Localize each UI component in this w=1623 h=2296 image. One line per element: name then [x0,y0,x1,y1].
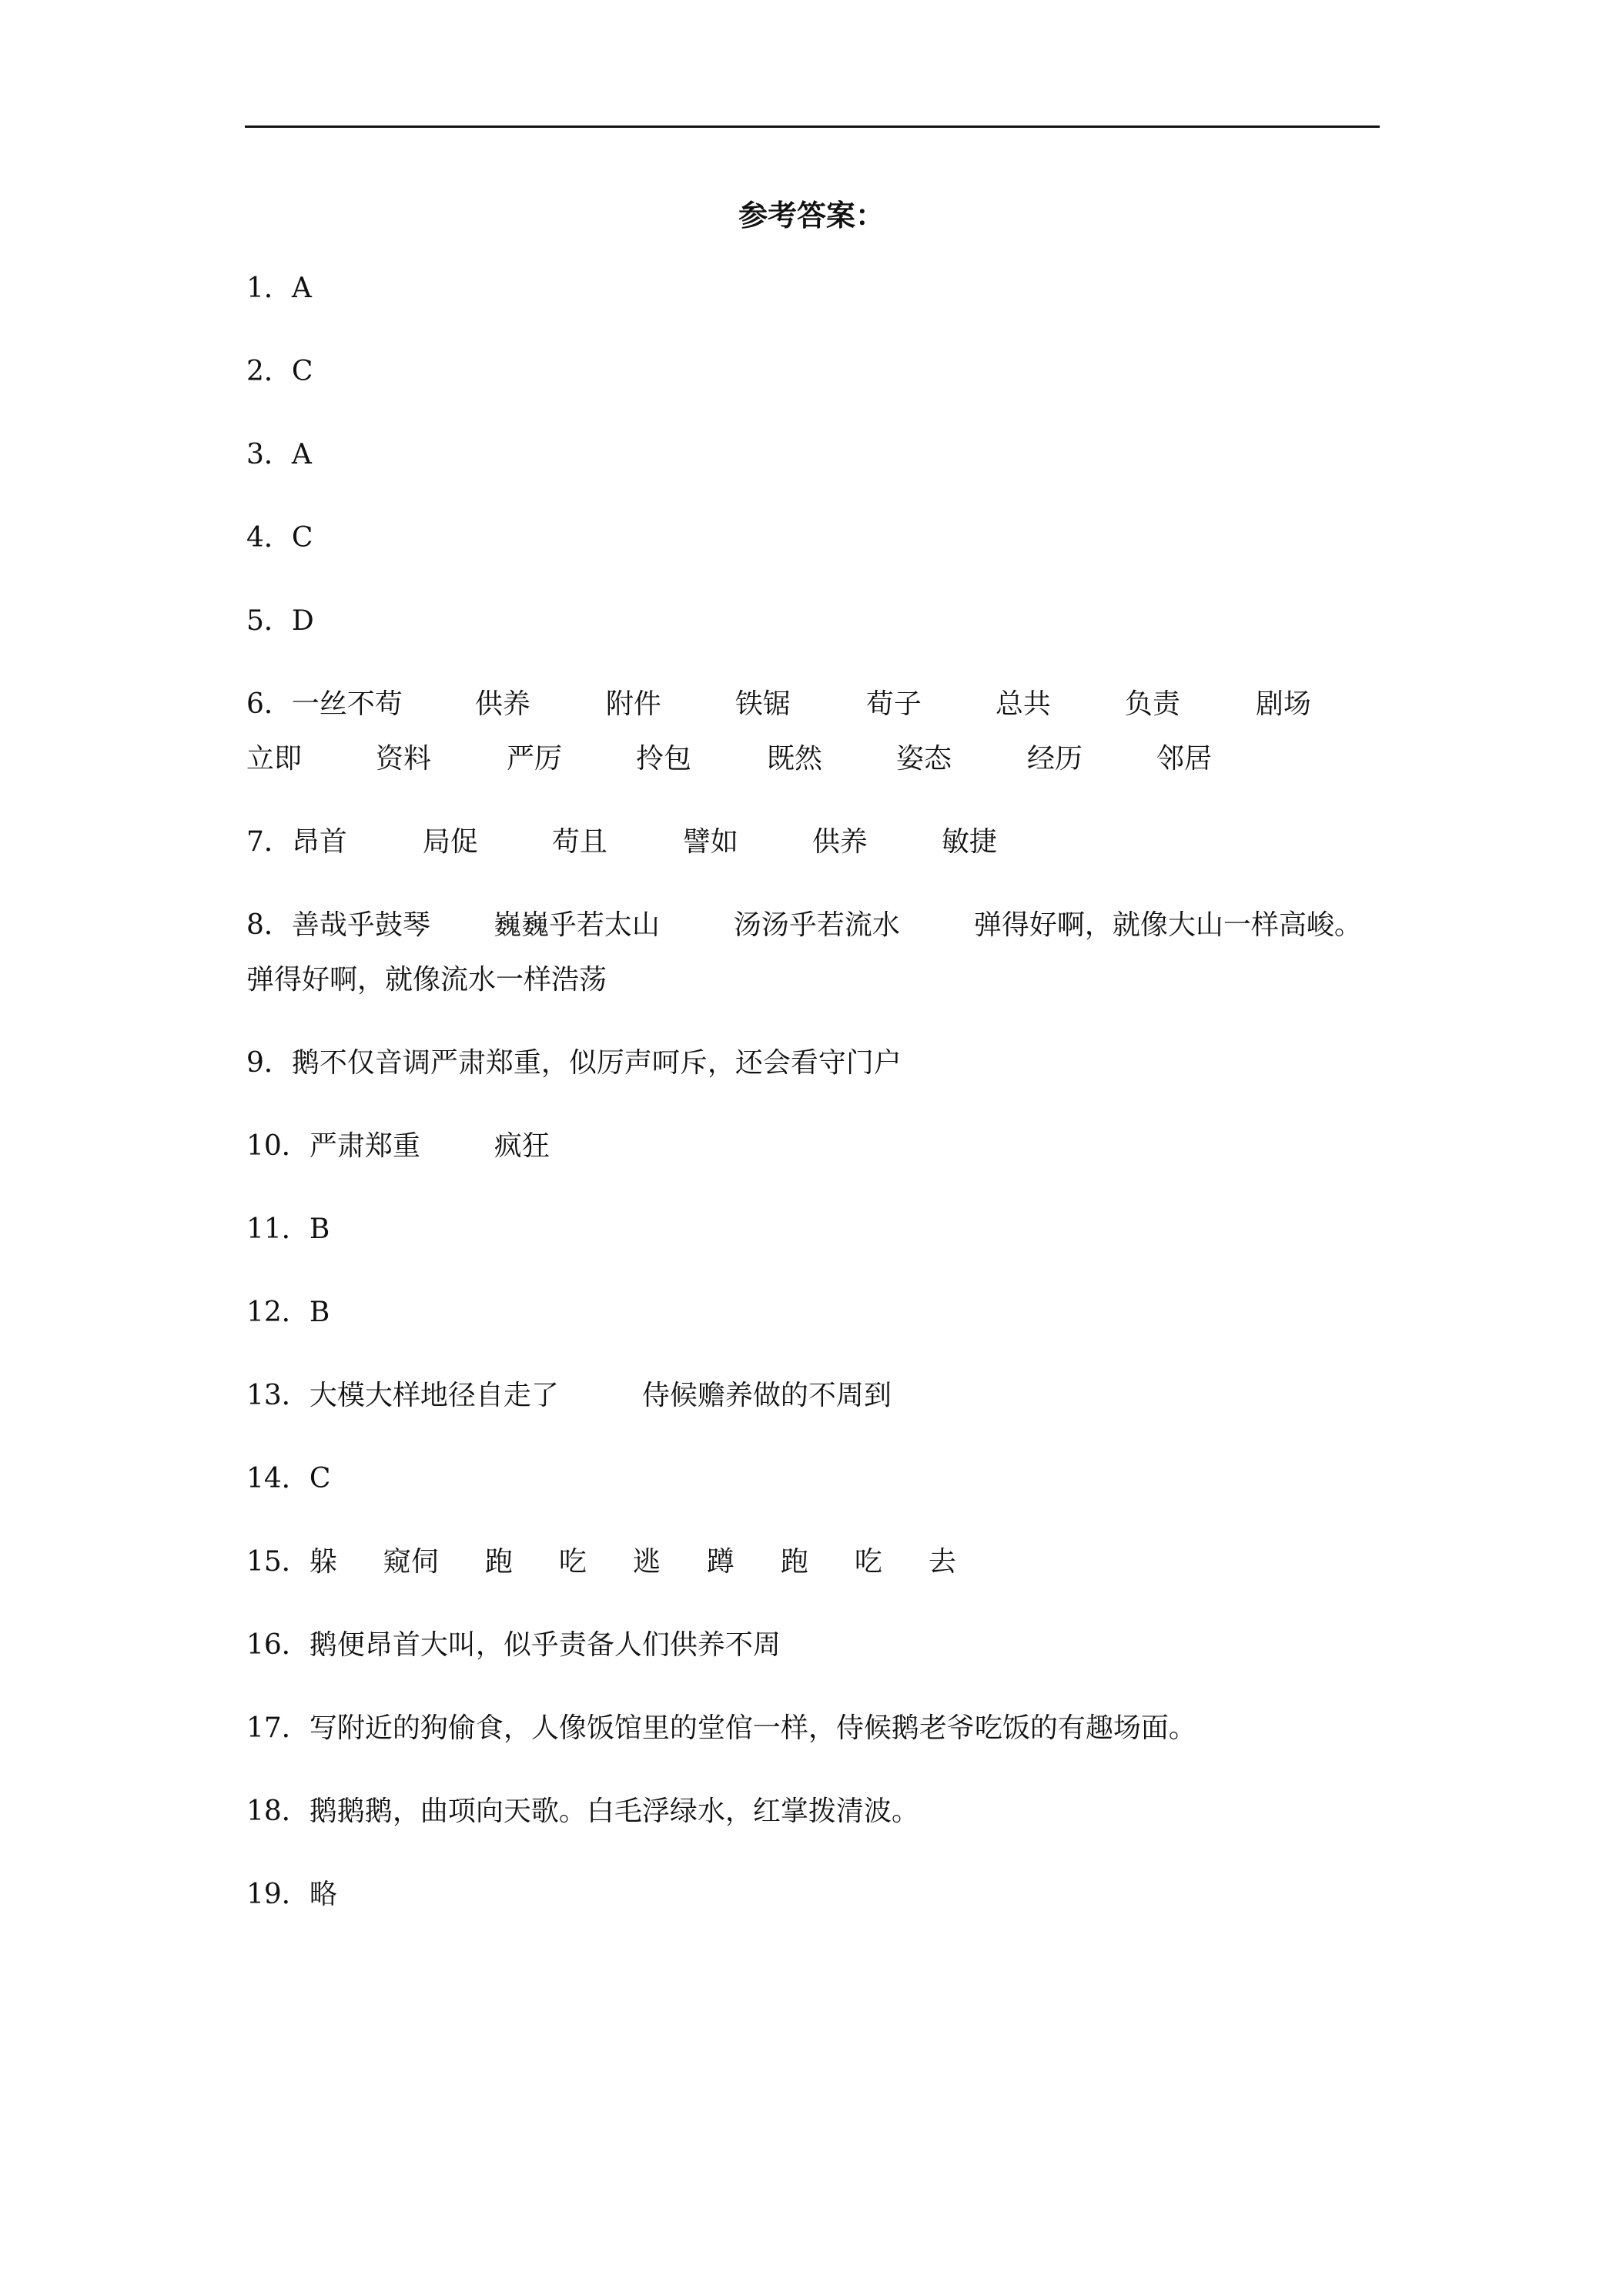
answer-word: 拎包 [636,743,692,775]
answer-19 [246,1878,337,1912]
answer-word: 去 [928,1546,956,1578]
page-title: 参考答案： [738,199,885,233]
answer-word: 剧场 [1255,688,1311,720]
answer-text: B [309,1213,330,1245]
answer-14 [246,1462,330,1496]
answer-3 [246,438,312,472]
answer-word: 昂首 [291,826,347,858]
answer-word: 既然 [767,743,823,775]
answer-number: 10． [246,1130,310,1162]
answer-number: 17． [246,1712,310,1744]
answer-word: 弹得好啊，就像大山一样高峻。 [973,909,1362,941]
answer-number: 13． [246,1380,310,1411]
answer-number: 11． [246,1213,310,1245]
answer-word: 一丝不苟 [291,688,403,720]
answer-word: 窥伺 [383,1546,439,1578]
answer-word: 敏捷 [941,826,997,858]
answer-6-continued [246,742,1212,776]
answer-text: 鹅便昂首大叫，似乎责备人们供养不周 [309,1629,781,1661]
answer-number: 5． [246,605,292,637]
answer-text: B [309,1297,330,1328]
answer-word: 蹲 [706,1546,735,1578]
answer-word: 资料 [376,743,432,775]
answer-word: 供养 [474,688,530,720]
answer-word: 严厉 [507,743,563,775]
answer-word: 严肃郑重 [309,1130,420,1162]
answer-2 [246,355,313,389]
answer-word: 苟且 [551,826,607,858]
answer-word: 巍巍乎若太山 [493,909,660,941]
answer-text: 弹得好啊，就像流水一样浩荡 [246,964,607,996]
answer-text: C [291,356,313,387]
answer-16 [246,1628,781,1662]
answer-word: 侍候赡养做的不周到 [641,1380,892,1411]
header-rule [245,126,1380,128]
answer-number: 9． [246,1047,292,1079]
answer-word: 吃 [854,1546,882,1578]
answer-text: 略 [309,1879,337,1910]
answer-word: 负责 [1124,688,1180,720]
answer-8 [246,909,1362,942]
answer-15 [246,1545,956,1579]
answer-4 [246,521,313,555]
answer-number: 14． [246,1463,310,1494]
answer-text: D [291,605,314,637]
answer-word: 立即 [246,743,303,775]
answer-18 [246,1795,919,1829]
answer-13 [246,1379,892,1413]
answer-text: A [291,273,312,304]
answer-word: 附件 [605,688,661,720]
answer-number: 19． [246,1879,310,1910]
answer-word: 铁锯 [735,688,791,720]
answer-number: 3． [246,439,292,470]
answer-word: 总共 [995,688,1051,720]
answer-word: 譬如 [682,826,738,858]
answer-number: 6． [246,688,292,720]
answer-text: 写附近的狗偷食，人像饭馆里的堂倌一样，侍候鹅老爷吃饭的有趣场面。 [309,1712,1196,1744]
answer-word: 大模大样地径自走了 [309,1380,559,1411]
answer-number: 7． [246,826,292,858]
answer-word: 跑 [780,1546,808,1578]
answer-word: 逃 [632,1546,661,1578]
answer-text: A [291,439,312,470]
answer-8-continued [246,963,607,997]
answer-word: 躲 [309,1546,337,1578]
answer-word: 局促 [422,826,478,858]
answer-number: 12． [246,1297,310,1328]
answer-word: 吃 [558,1546,587,1578]
answer-text: 鹅鹅鹅，曲项向天歌。白毛浮绿水，红掌拨清波。 [309,1796,919,1827]
answer-text: C [291,522,313,554]
answer-word: 跑 [484,1546,513,1578]
answer-number: 18． [246,1796,310,1827]
answer-word: 经历 [1027,743,1083,775]
answer-word: 供养 [812,826,868,858]
answer-number: 15． [246,1546,310,1578]
answer-word: 姿态 [896,743,952,775]
answer-text: 鹅不仅音调严肃郑重，似厉声呵斥，还会看守门户 [291,1047,902,1079]
answer-6 [246,688,1311,721]
answer-number: 2． [246,356,292,387]
answer-text: C [309,1463,331,1494]
answer-number: 4． [246,522,292,554]
answer-1 [246,272,312,306]
answer-11 [246,1213,330,1247]
answer-number: 16． [246,1629,310,1661]
answer-10 [246,1130,550,1163]
answer-word: 善哉乎鼓琴 [291,909,430,941]
answer-number: 1． [246,273,292,304]
answer-17 [246,1712,1196,1745]
answer-word: 荀子 [865,688,922,720]
answer-12 [246,1296,330,1330]
answer-word: 疯狂 [494,1130,550,1162]
answer-word: 邻居 [1156,743,1213,775]
answer-word: 汤汤乎若流水 [733,909,900,941]
answer-9 [246,1046,902,1080]
answer-7 [246,825,997,859]
answer-5 [246,604,314,638]
answer-number: 8． [246,909,292,941]
